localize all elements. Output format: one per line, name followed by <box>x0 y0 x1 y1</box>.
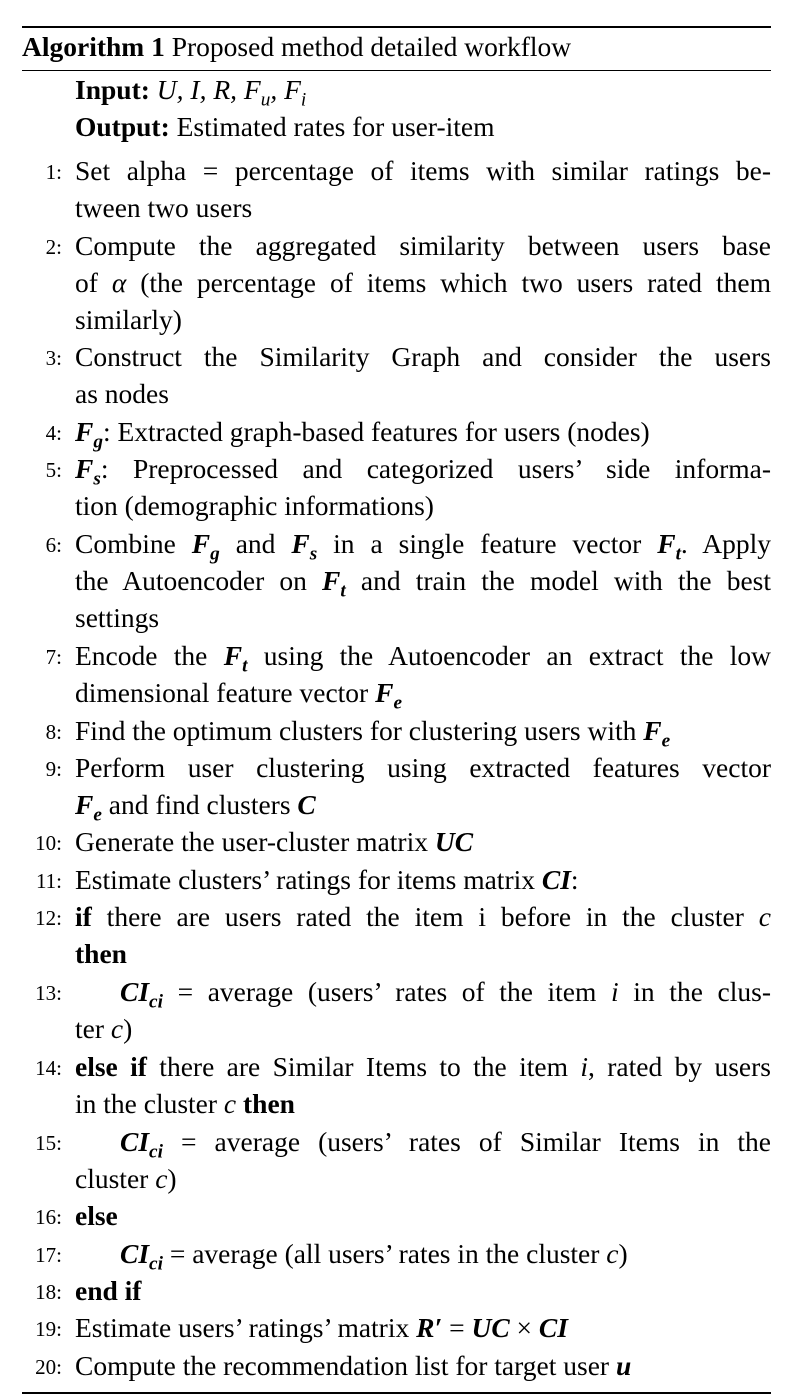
step-text: if there are users rated the item i before in the cluster c <box>75 901 771 932</box>
step-text: Compute the recommendation list for target user u <box>75 1350 632 1381</box>
step-number: 5: <box>45 458 62 482</box>
step-number: 14: <box>35 1056 62 1080</box>
output-value: Estimated rates for user-item <box>176 111 495 142</box>
step-text: else <box>75 1200 118 1231</box>
step-3 <box>22 338 771 375</box>
step-19 <box>22 1309 771 1346</box>
step-20 <box>22 1347 771 1384</box>
step-11 <box>22 861 771 898</box>
caption-rule <box>22 70 771 71</box>
step-18 <box>22 1272 771 1309</box>
step-14 <box>22 1048 771 1085</box>
step-text: $F_g$: Extracted graph-based features for users (nodes) <box>75 416 650 453</box>
step-17 <box>22 1235 771 1275</box>
step-number: 20: <box>35 1355 62 1379</box>
step-number: 11: <box>35 869 62 893</box>
step-16 <box>22 1197 771 1234</box>
algorithm-title: Proposed method detailed workflow <box>171 31 572 62</box>
step-12 <box>22 898 771 935</box>
step-text: Estimate users’ ratings’ matrix R′ = UC × CI <box>75 1312 568 1343</box>
step-number: 19: <box>35 1317 62 1341</box>
step-text: $CI_{ci}$ = average (users’ rates of the item i in the clus- <box>120 976 771 1013</box>
algorithm-label: Algorithm 1 <box>22 31 165 62</box>
step-text: Estimate clusters’ ratings for items matrix CI: <box>75 864 579 895</box>
step-number: 12: <box>35 906 62 930</box>
step-number: 16: <box>35 1205 62 1229</box>
step-text: $CI_{ci}$ = average (users’ rates of Similar Items in the <box>120 1126 771 1163</box>
step-8 <box>22 712 771 752</box>
step-2 <box>22 227 771 264</box>
step-number: 7: <box>45 645 62 669</box>
step-number: 8: <box>45 720 62 744</box>
step-number: 9: <box>45 757 62 781</box>
step-text: $CI_{ci}$ = average (all users’ rates in the cluster c) <box>120 1238 628 1275</box>
step-6 <box>22 525 771 565</box>
step-text: Set alpha = percentage of items with similar ratings be- <box>75 155 771 186</box>
step-number: 6: <box>45 533 62 557</box>
step-1 <box>22 152 771 189</box>
step-number: 4: <box>45 421 62 445</box>
step-text: Encode the $F_t$ using the Autoencoder an extract the low <box>75 640 771 677</box>
step-text: else if there are Similar Items to the item i, rated by users <box>75 1051 771 1082</box>
step-text: Perform user clustering using extracted features vector <box>75 752 771 783</box>
input-label: Input: <box>75 74 150 105</box>
bottom-rule <box>22 1392 771 1394</box>
step-number: 3: <box>45 346 62 370</box>
input-value: U, I, R, $F_u$, $F_i$ <box>156 74 307 111</box>
step-text: Construct the Similarity Graph and consider the users <box>75 341 771 372</box>
step-9 <box>22 749 771 786</box>
output-label: Output: <box>75 111 170 142</box>
step-text: Combine $F_g$ and $F_s$ in a single feature vector $F_t$. Apply <box>75 528 771 565</box>
step-text: Find the optimum clusters for clustering users with $F_e$ <box>75 715 671 752</box>
step-text: Generate the user-cluster matrix UC <box>75 826 474 857</box>
step-4 <box>22 413 771 453</box>
algorithm-box: Algorithm 1 Proposed method detailed workflow Input: U, I, R, $F_u$, $F_i$ Output: Estimated rates for user-item 1: Set alpha = percentage of items with similar ratings be- tween two users 2: Compute the aggregated similarity between users base of α (the percentage of items which two users rated them similarly) 3: Construct the Similarity Graph and consider the users as nodes 4: $F_g$: Extracted graph-based features for users (nodes) 5: $F_s$: Preprocessed and categorized users’ side informa- tion (demographic informations) 6: Combine $F_g$ and $F_s$ in a single feature vector $F_t$. Apply the Autoencoder on $F_t$ and train the model with the best settings 7: Encode the $F_t$ using the Autoencoder an extract the low dimensional feature vector $F_e$ 8: Find the optimum clusters for clustering users with $F_e$ 9: Perform user clustering using extracted features vector $F_e$ and find clusters C 10: Generate the user-cluster matrix UC 11: Estimate clusters’ ratings for items matrix CI: 12: if there are users rated the item i before in the cluster c then 13: $CI_{ci}$ = average (users’ rates of the item i in the clus- ter c) 14: else if there are Similar Items to the item i, rated by users in the cluster c then 15: $CI_{ci}$ = average (users’ rates of Similar Items in the cluster c) 16: else 17: $CI_{ci}$ = average (all users’ rates in the cluster c) 18: end if 19: Estimate users’ ratings’ matrix R′ = UC × CI 20: Compute the recommendation list for target user u <box>22 26 771 1394</box>
step-number: 18: <box>35 1280 62 1304</box>
input-line <box>75 73 307 111</box>
step-text: $F_s$: Preprocessed and categorized users’ side informa- <box>75 453 771 490</box>
step-text: Compute the aggregated similarity between users base <box>75 230 771 261</box>
step-text: end if <box>75 1275 142 1306</box>
output-line <box>75 110 495 144</box>
algorithm-caption <box>22 30 571 64</box>
step-number: 10: <box>35 831 62 855</box>
step-5 <box>22 450 771 490</box>
step-15 <box>22 1123 771 1163</box>
step-7 <box>22 637 771 677</box>
step-10 <box>22 823 771 860</box>
step-number: 13: <box>35 981 62 1005</box>
step-number: 1: <box>45 160 62 184</box>
top-rule <box>22 26 771 28</box>
step-number: 17: <box>35 1243 62 1267</box>
step-number: 2: <box>45 235 62 259</box>
step-13 <box>22 973 771 1013</box>
step-number: 15: <box>35 1131 62 1155</box>
